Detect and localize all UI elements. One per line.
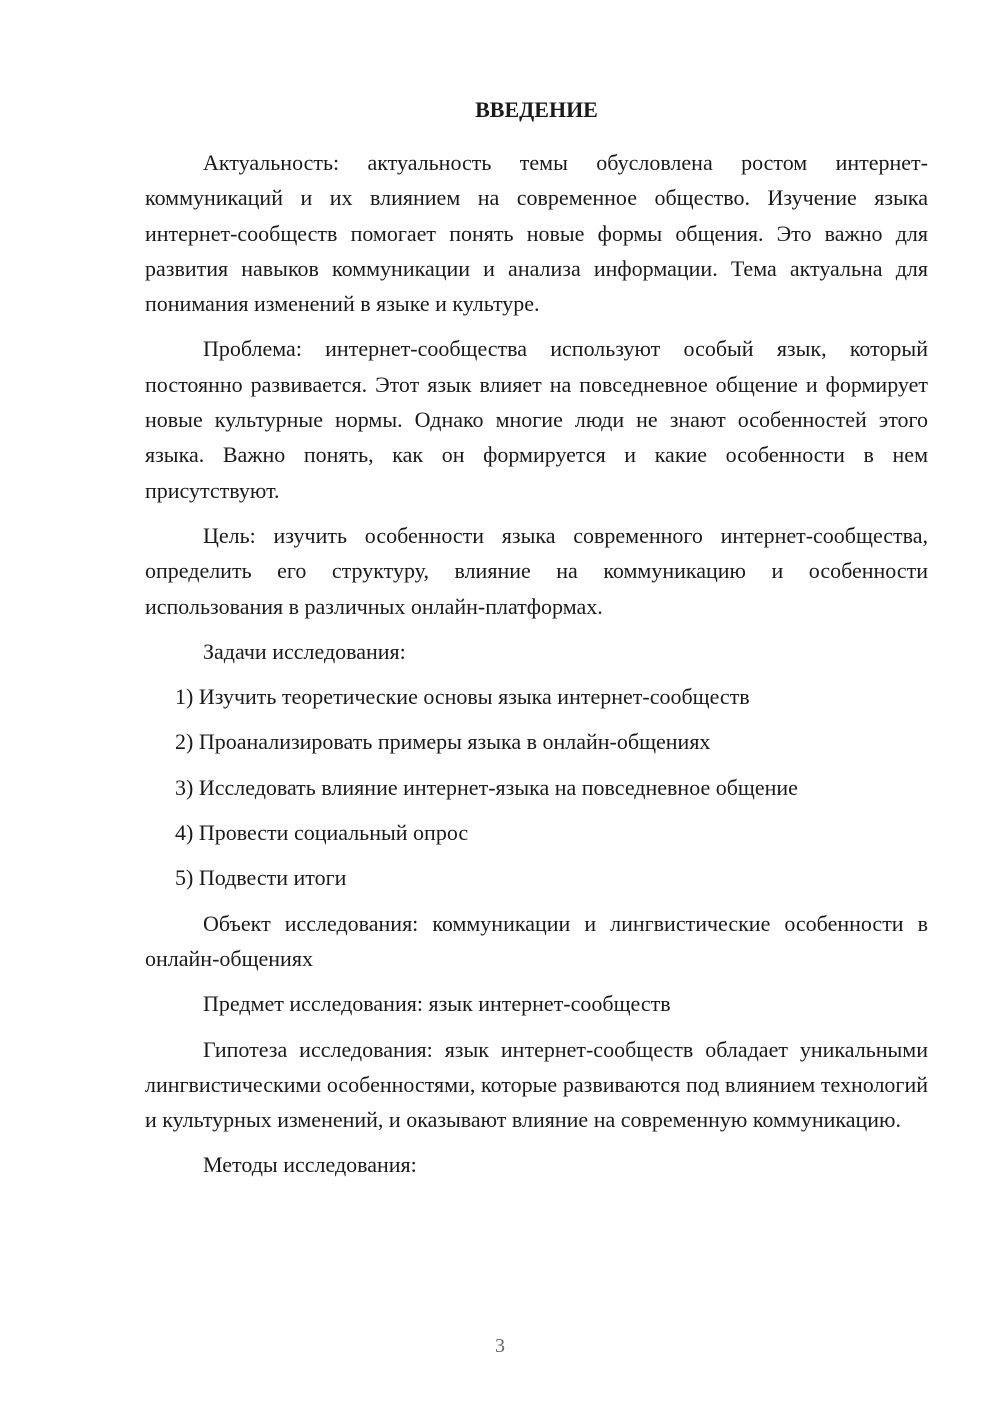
list-item: 2) Проанализировать примеры языка в онлайн-общениях [175,729,711,755]
problem-paragraph: Проблема: интернет-сообщества используют особый язык, который постоянно развивается. Этот язык влияет на повседневное общение и формирует новые культурные нормы. Однако многие люди не знают особенностей этого языка. Важно понять, как он формируется и какие особенности в нем присутствуют. [145,336,928,503]
list-item: 1) Изучить теоретические основы языка интернет-сообществ [175,684,750,710]
page-number: 3 [495,1335,505,1357]
subject-paragraph: Предмет исследования: язык интернет-сообществ [203,991,671,1017]
document-page [145,95,928,1193]
page-title: ВВЕДЕНИЕ [475,97,598,122]
methods-heading: Методы исследования: [203,1152,417,1178]
hypothesis-paragraph: Гипотеза исследования: язык интернет-сообществ обладает уникальными лингвистическими особенностями, которые развиваются под влиянием технологий и культурных изменений, и оказывают влияние на современную коммуникацию. [145,1036,928,1133]
list-item: 5) Подвести итоги [175,865,347,891]
list-item: 4) Провести социальный опрос [175,820,469,846]
relevance-paragraph: Актуальность: актуальность темы обусловлена ростом интернет-коммуникаций и их влиянием на современное общество. Изучение языка интернет-сообществ помогает понять новые формы общения. Это важно для развития навыков коммуникации и анализа информации. Тема актуальна для понимания изменений в языке и культуре. [145,150,928,317]
tasks-heading: Задачи исследования: [203,638,406,664]
object-paragraph: Объект исследования: коммуникации и лингвистические особенности в онлайн-общениях [145,910,928,971]
goal-paragraph: Цель: изучить особенности языка современного интернет-сообщества, определить его структуру, влияние на коммуникацию и особенности использования в различных онлайн-платформах. [145,522,928,619]
tasks-list [145,679,928,895]
list-item: 3) Исследовать влияние интернет-языка на повседневное общение [175,774,798,800]
